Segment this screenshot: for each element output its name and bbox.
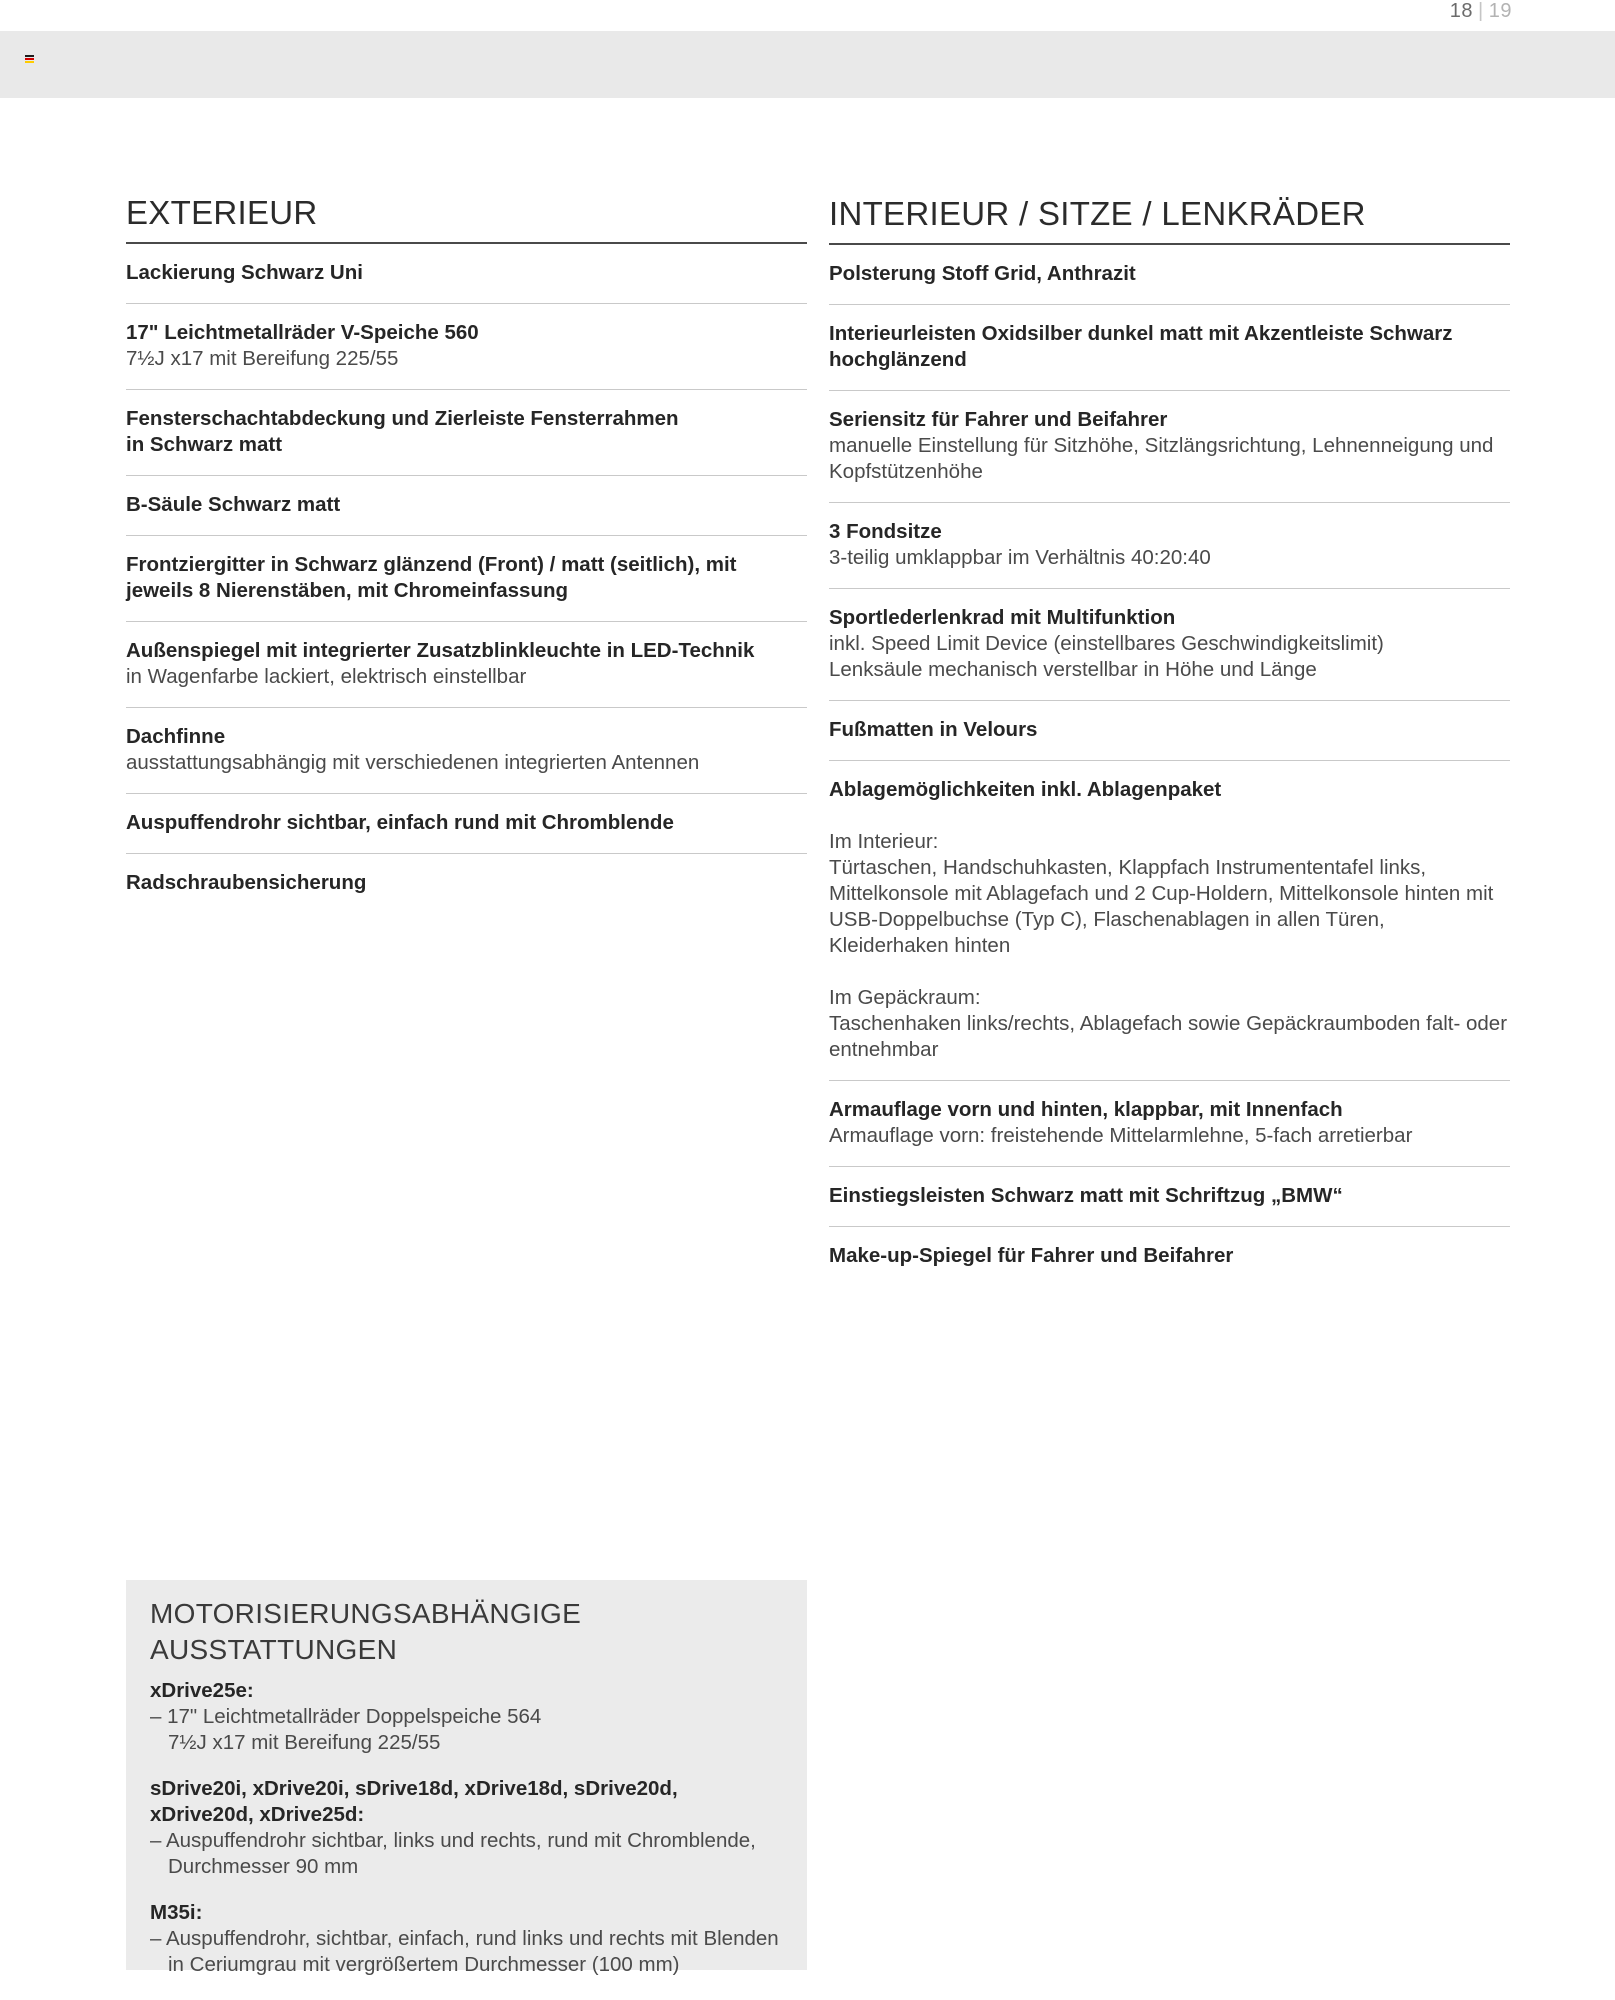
item-title: Außenspiegel mit integrierter Zusatzblinkleuchte in LED-Technik <box>126 639 755 662</box>
item-title: Dachfinne <box>126 725 226 748</box>
list-item <box>829 245 1510 305</box>
item-title: Radschraubensicherung <box>126 871 367 894</box>
page-number-current: 18 <box>1449 0 1474 22</box>
flag-stripe-red <box>25 58 34 60</box>
page-number <box>1450 0 1512 23</box>
motor-group-line: – 17" Leichtmetallräder Doppelspeiche 564 <box>150 1705 542 1728</box>
motor-group-title: M35i: <box>150 1901 203 1924</box>
item-paragraph: Im Gepäckraum: <box>829 986 981 1009</box>
motor-group <box>150 1678 783 1756</box>
list-item <box>126 244 807 304</box>
flag-icon <box>25 55 34 62</box>
item-desc: 7½J x17 mit Bereifung 225/55 <box>126 347 399 370</box>
item-paragraph: Taschenhaken links/rechts, Ablagefach sowie Gepäckraumboden falt- oder entnehmbar <box>829 1012 1508 1061</box>
item-title: Frontziergitter in Schwarz glänzend (Front) / matt (seitlich), mit jeweils 8 Nierenstäben, mit Chromeinfassung <box>126 553 737 602</box>
list-item <box>829 1227 1510 1286</box>
item-title: B-Säule Schwarz matt <box>126 493 341 516</box>
item-title: Fußmatten in Velours <box>829 718 1038 741</box>
exterieur-list <box>126 244 807 913</box>
page-number-separator: | <box>1478 0 1484 22</box>
list-item <box>126 536 807 622</box>
item-title: 3 Fondsitze <box>829 520 942 543</box>
motor-group-line: – Auspuffendrohr sichtbar, links und rechts, rund mit Chromblende, Durchmesser 90 mm <box>150 1829 756 1878</box>
list-item <box>126 390 807 476</box>
exterieur-section <box>126 192 807 913</box>
item-desc: in Wagenfarbe lackiert, elektrisch einstellbar <box>126 665 527 688</box>
item-desc: inkl. Speed Limit Device (einstellbares Geschwindigkeitslimit) Lenksäule mechanisch verstellbar in Höhe und Länge <box>829 632 1384 681</box>
item-title: Armauflage vorn und hinten, klappbar, mit Innenfach <box>829 1098 1343 1121</box>
list-item <box>126 854 807 913</box>
motorisierung-box <box>126 1580 807 1976</box>
item-title: Lackierung Schwarz Uni <box>126 261 363 284</box>
item-desc: 3-teilig umklappbar im Verhältnis 40:20:40 <box>829 546 1211 569</box>
item-title: Einstiegsleisten Schwarz matt mit Schriftzug „BMW“ <box>829 1184 1343 1207</box>
list-item <box>126 794 807 854</box>
header-bar <box>0 31 1615 98</box>
interieur-heading: INTERIEUR / SITZE / LENKRÄDER <box>829 193 1510 245</box>
motor-group <box>150 1900 783 1978</box>
interieur-list <box>829 245 1510 1286</box>
item-title: Make-up-Spiegel für Fahrer und Beifahrer <box>829 1244 1234 1267</box>
list-item <box>126 304 807 390</box>
item-title: Polsterung Stoff Grid, Anthrazit <box>829 262 1136 285</box>
list-item <box>829 589 1510 701</box>
item-title: Interieurleisten Oxidsilber dunkel matt mit Akzentleiste Schwarz hochglänzend <box>829 322 1453 371</box>
item-title: Fensterschachtabdeckung und Zierleiste Fensterrahmen in Schwarz matt <box>126 407 679 456</box>
item-title: Sportlederlenkrad mit Multifunktion <box>829 606 1176 629</box>
list-item <box>829 1167 1510 1227</box>
motorisierung-heading: MOTORISIERUNGSABHÄNGIGE AUSSTATTUNGEN <box>150 1598 582 1665</box>
interieur-section <box>829 193 1510 1286</box>
motor-group-continuation: 7½J x17 mit Bereifung 225/55 <box>168 1731 441 1754</box>
flag-stripe-black <box>25 55 34 57</box>
flag-stripe-gold <box>25 61 34 63</box>
motor-group-title: xDrive25e: <box>150 1679 254 1702</box>
exterieur-heading: EXTERIEUR <box>126 192 807 244</box>
item-desc: Armauflage vorn: freistehende Mittelarmlehne, 5-fach arretierbar <box>829 1124 1413 1147</box>
motor-group-title: sDrive20i, xDrive20i, sDrive18d, xDrive18d, sDrive20d, xDrive20d, xDrive25d: <box>150 1777 678 1826</box>
item-title: Ablagemöglichkeiten inkl. Ablagenpaket <box>829 778 1222 801</box>
item-paragraph: Türtaschen, Handschuhkasten, Klappfach Instrumententafel links, Mittelkonsole mit Ablagefach und 2 Cup-Holdern, Mittelkonsole hinten mit USB-Doppelbuchse (Typ C), Flaschenablagen in allen Türen, Kleiderhaken hinten <box>829 856 1494 957</box>
item-desc: ausstattungsabhängig mit verschiedenen integrierten Antennen <box>126 751 700 774</box>
list-item <box>829 503 1510 589</box>
list-item <box>126 708 807 794</box>
item-title: Auspuffendrohr sichtbar, einfach rund mit Chromblende <box>126 811 674 834</box>
item-paragraph: Im Interieur: <box>829 830 939 853</box>
motor-group-line: – Auspuffendrohr, sichtbar, einfach, rund links und rechts mit Blenden in Ceriumgrau mit vergrößertem Durchmesser (100 mm) <box>150 1927 779 1976</box>
list-item <box>126 476 807 536</box>
list-item <box>126 622 807 708</box>
list-item <box>829 761 1510 1081</box>
item-title: 17" Leichtmetallräder V-Speiche 560 <box>126 321 479 344</box>
page-number-next: 19 <box>1488 0 1512 22</box>
item-title: Seriensitz für Fahrer und Beifahrer <box>829 408 1168 431</box>
list-item <box>829 701 1510 761</box>
list-item <box>829 391 1510 503</box>
item-desc: manuelle Einstellung für Sitzhöhe, Sitzlängsrichtung, Lehnenneigung und Kopfstützenhöhe <box>829 434 1494 483</box>
list-item <box>829 1081 1510 1167</box>
list-item <box>829 305 1510 391</box>
motor-group <box>150 1776 783 1880</box>
